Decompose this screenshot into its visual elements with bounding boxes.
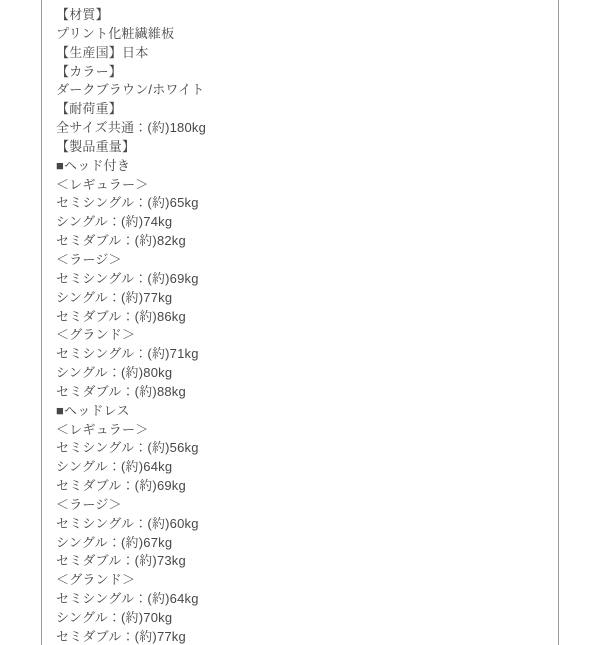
spec-line-weight-label: 【製品重量】 [56, 138, 136, 154]
spec-line-color-label: 【カラー】 [56, 63, 123, 79]
spec-line-weight: シングル：(約)77kg [56, 289, 173, 305]
spec-line-weight: セミダブル：(約)73kg [56, 553, 186, 569]
spec-line-weight: セミシングル：(約)60kg [56, 515, 199, 531]
spec-line-material-label: 【材質】 [56, 7, 109, 22]
spec-line-headless-header: ■ヘッドレス [56, 402, 130, 418]
spec-line-regular-header: ＜レギュラー＞ [56, 421, 149, 437]
spec-line-grand-header: ＜グランド＞ [56, 327, 136, 343]
spec-line-weight: セミシングル：(約)71kg [56, 346, 199, 362]
spec-line-weight: シングル：(約)80kg [56, 365, 173, 381]
spec-line-weight: シングル：(約)70kg [56, 610, 173, 625]
spec-line-weight: セミシングル：(約)69kg [56, 270, 199, 286]
spec-line-weight: シングル：(約)64kg [56, 459, 173, 475]
product-spec-panel [41, 0, 559, 645]
spec-line-weight: セミシングル：(約)65kg [56, 195, 199, 211]
spec-line-weight: セミダブル：(約)86kg [56, 308, 186, 324]
spec-line-country: 【生産国】日本 [56, 44, 149, 60]
spec-line-weight: セミダブル：(約)88kg [56, 383, 186, 399]
spec-line-weight: セミシングル：(約)56kg [56, 440, 199, 456]
spec-line-material-value: プリント化粧繊維板 [56, 25, 175, 41]
spec-line-grand-header: ＜グランド＞ [56, 572, 136, 588]
spec-line-load-value: 全サイズ共通：(約)180kg [56, 120, 207, 136]
spec-line-large-header: ＜ラージ＞ [56, 496, 122, 512]
spec-line-weight: シングル：(約)74kg [56, 214, 173, 230]
spec-line-weight: セミダブル：(約)77kg [56, 628, 186, 644]
spec-line-color-value: ダークブラウン/ホワイト [56, 82, 205, 98]
spec-line-load-label: 【耐荷重】 [56, 101, 123, 117]
spec-line-with-head-header: ■ヘッド付き [56, 157, 131, 173]
spec-line-weight: セミダブル：(約)69kg [56, 478, 186, 494]
spec-line-weight: セミシングル：(約)64kg [56, 591, 199, 607]
spec-line-weight: セミダブル：(約)82kg [56, 233, 186, 249]
spec-line-regular-header: ＜レギュラー＞ [56, 176, 149, 192]
spec-line-large-header: ＜ラージ＞ [56, 251, 122, 267]
spec-line-weight: シングル：(約)67kg [56, 534, 173, 550]
